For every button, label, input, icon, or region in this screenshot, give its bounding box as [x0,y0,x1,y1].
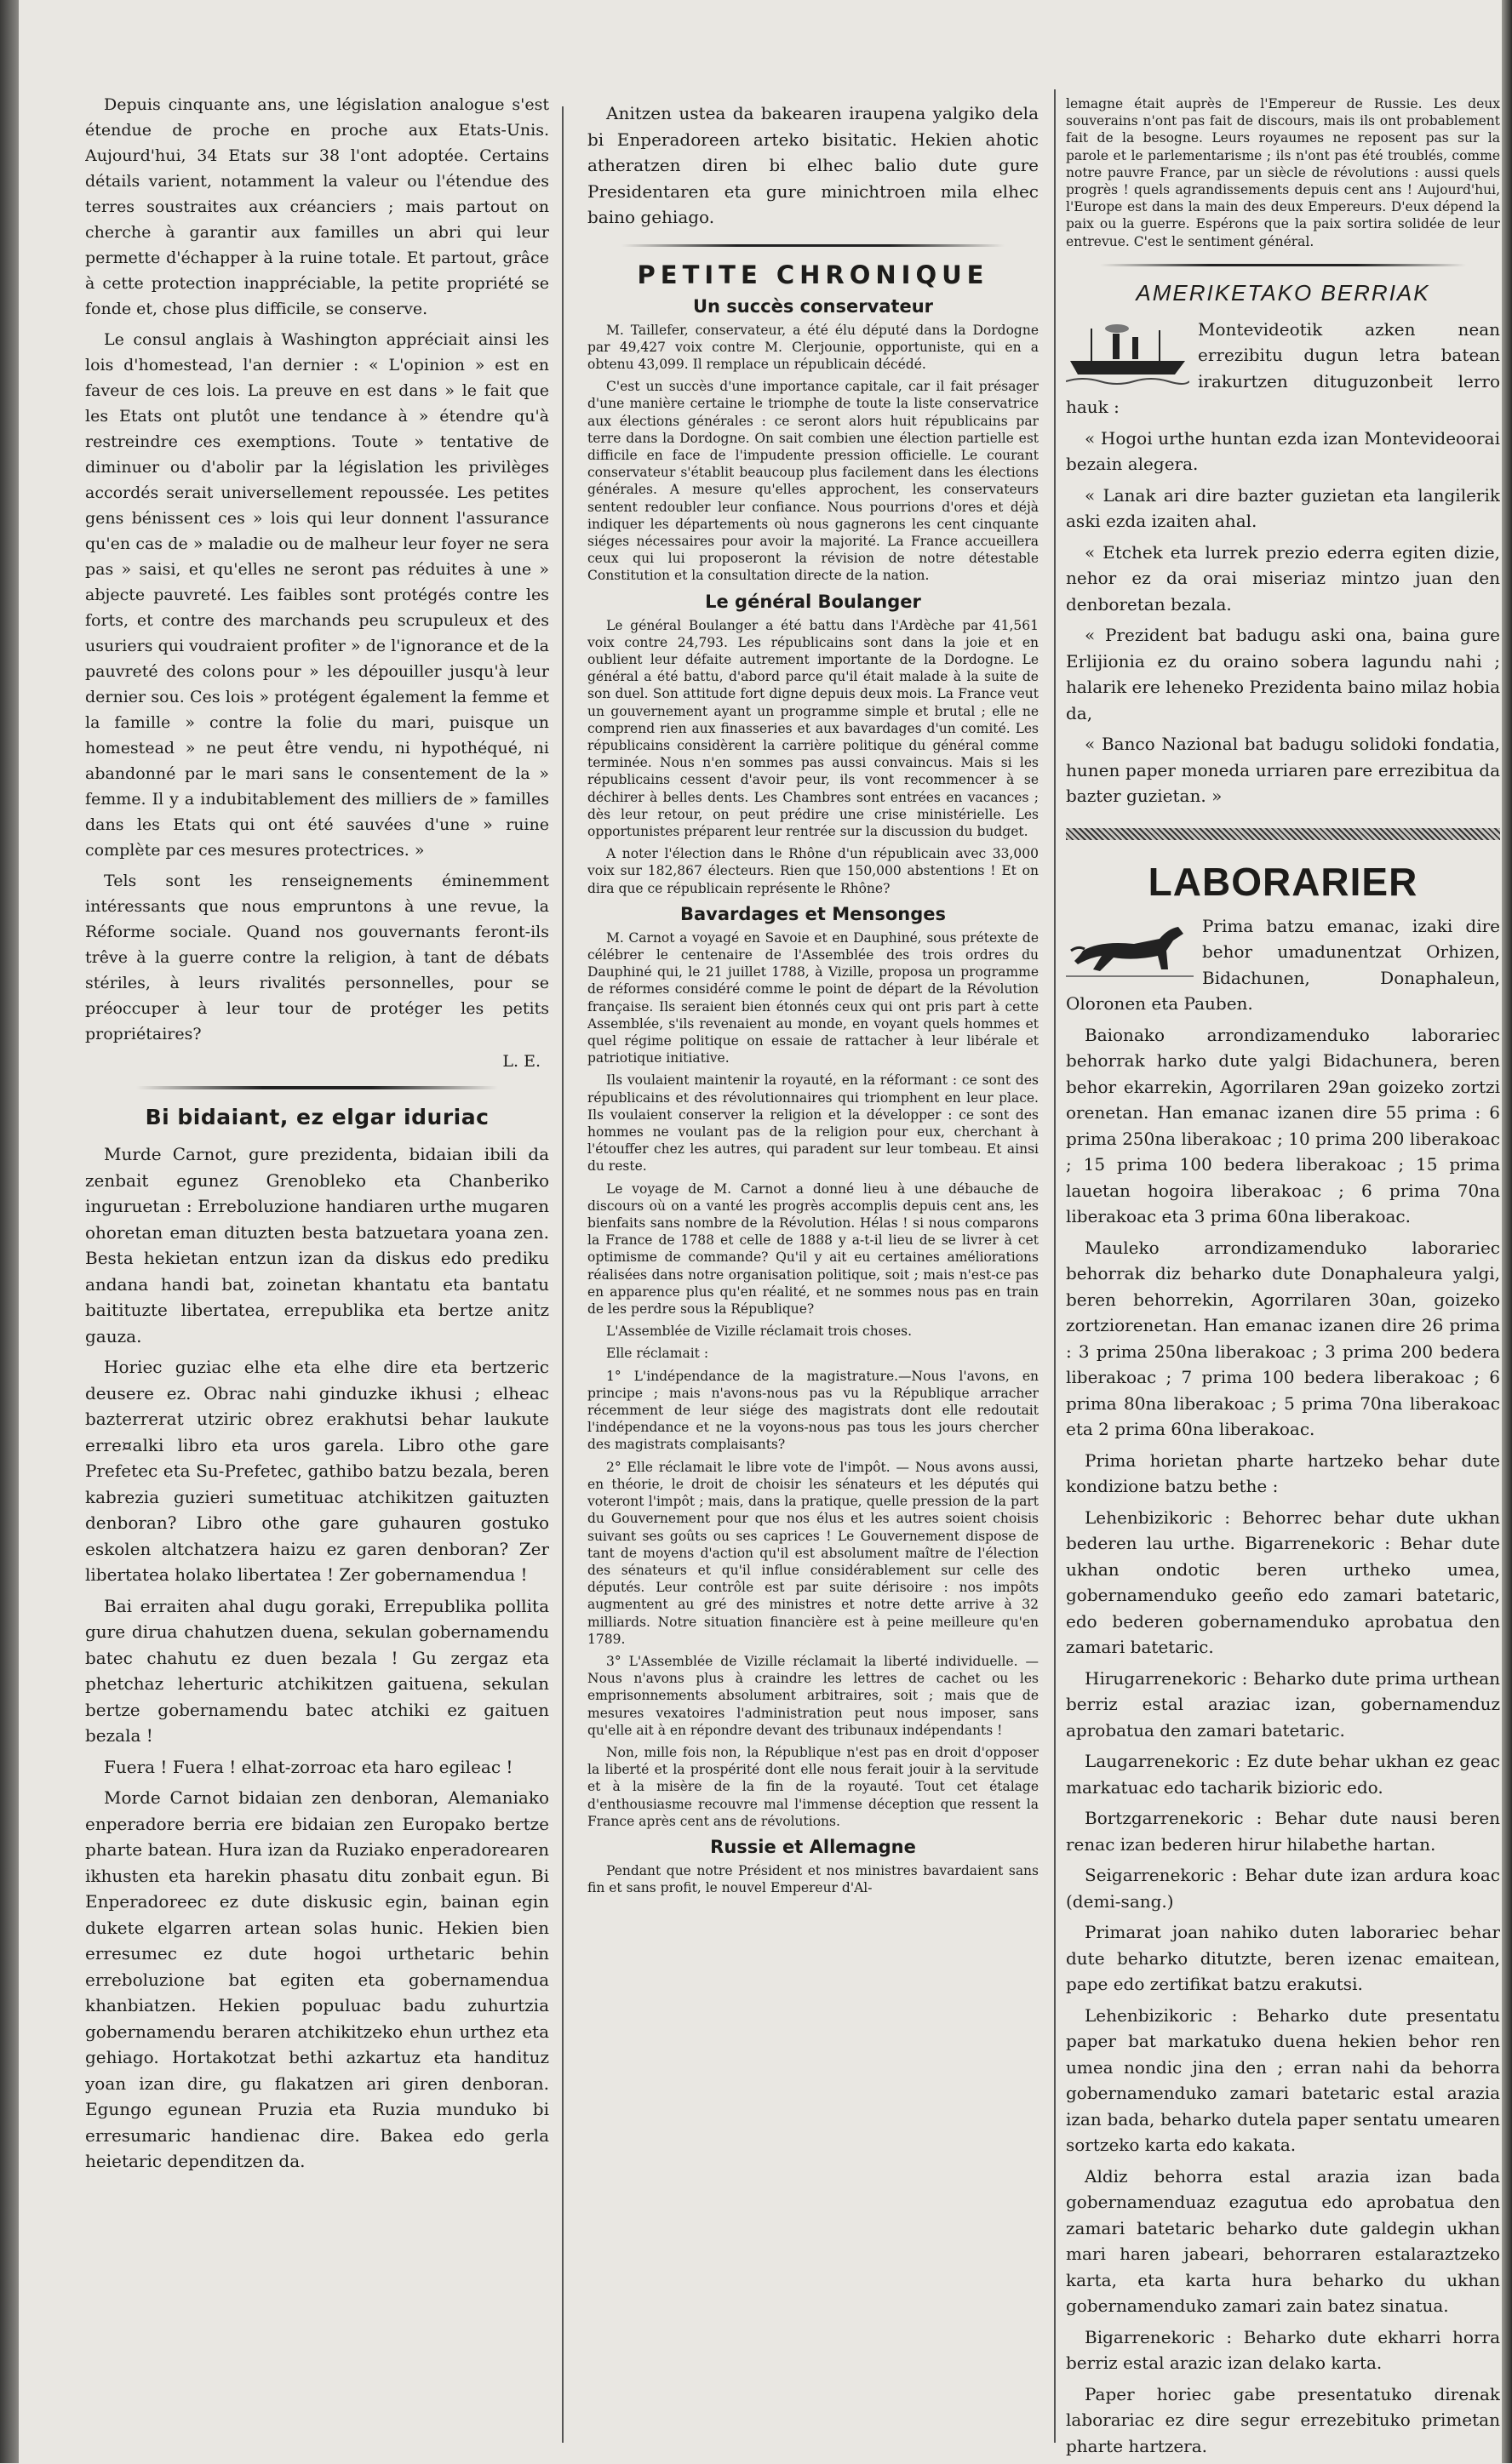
section-divider [1100,264,1466,266]
article-heading: Le général Boulanger [705,591,921,612]
paragraph: Hirugarrenekoric : Beharko dute prima urthean berriz estal araziac izan, gobernamenduz aprobatua den zamari batetaric. [1066,1667,1500,1741]
paragraph: « Lanak ari dire bazter guzietan eta langilerik aski ezda izaiten ahal. [1066,484,1500,532]
section-divider [621,244,1005,247]
paragraph: Aldiz behorra estal arazia izan bada gobernamenduaz ezagutua edo aprobatua den zamari batetaric beharko dute galdegin ukhan mari haren jabeari, behorraren estalaraztzeko karta, eta karta hura beharko du ukhan gobernamenduko zamari zain batez sinatua. [1066,2165,1500,2317]
paragraph: Prima batzu emanac, izaki dire behor umadunentzat Orhizen, Bidachunen, Donaphaleun, Oloronen eta Pauben. [1066,915,1500,1015]
paragraph: Elle réclamait : [606,1346,709,1362]
article-title: Bi bidaiant, ez elgar iduriac [145,1105,490,1129]
paragraph: « Etchek eta lurrek prezio ederra egiten dizie, nehor ez da orai miseriaz mintzo juan den denboretan bezala. [1066,541,1500,615]
paragraph: M. Taillefer, conservateur, a été élu député dans la Dordogne par 49,427 voix contre M. Clerjounie, opportuniste, qui en a obtenu 43,099. Il remplace un républicain décédé. [587,322,1039,372]
signature: L. E. [502,1052,541,1071]
section-title: AMERIKETAKO BERRIAK [1136,279,1430,306]
paragraph: Tels sont les renseignements éminemment intéressants que nous empruntons à une revue, la Réforme sociale. Quand nos gouvernants feront-ils trêve à la guerre contre la religion, à tant de débats stériles, à leurs rivalités personnelles, pour se préoccuper à leur tour de protéger les petits propriétaires? [85,872,549,1043]
paragraph: « Hogoi urthe huntan ezda izan Montevideoorai bezain alegera. [1066,427,1500,475]
column-middle [587,100,1039,1901]
paragraph: Bortzgarrenekoric : Behar dute nausi beren renac izan bederen hirur hilabethe hartan. [1066,1808,1500,1855]
paragraph: « Banco Nazional bat badugu solidoki fondatia, hunen paper moneda urriaren pare errezibitua da bazter guzietan. » [1066,734,1500,807]
paragraph: Horiec guziac elhe eta elhe dire eta bertzeric deusere ez. Obrac nahi ginduzke ikhusi ; elheac bazterrerat utziric obrez erakhutsi behar laukute erre¤alki libro eta uros garela. Libro othe gare Prefetec eta Su-Prefetec, gathibo batzu bezala, beren kabrezia guzieri sumetituac atchikitzen gaituzten denboran? Libro othe gare guhauren gostuko eskolen altchatzera haizu ez garen denboran? Zer libertatea holako libertatea ! Zer gobernamendua ! [85,1357,549,1585]
section-divider [136,1086,498,1089]
paragraph: Paper horiec gabe presentatuko direnak laborariac ez dire segur errezebituko primetan pharte hartzera. [1066,2383,1500,2456]
paragraph: Murde Carnot, gure prezidenta, bidaian ibili da zenbait egunez Grenobleko eta Chanberiko inguruetan : Erreboluzione handiaren urthe mugaren ohoretan eman dituzten besta batzuetara yoana zen. Besta hekietan entzun izan da diskus edo prediku andana handi bat, zoinetan khantatu eta bantatu baitituzte libertatea, errepublika eta bertze anitz gauza. [85,1144,549,1346]
paragraph: Depuis cinquante ans, une législation analogue s'est étendue de proche en proche aux Etats-Unis. Aujourd'hui, 34 Etats sur 38 l'ont adoptée. Certains détails varient, notamment la valeur ou l'étendue des terres soustraites aux créanciers ; mais partout on cherche à garantir aux familles un abri qui leur permette d'échapper à la ruine totale. Et partout, grâce à cette protection inappréciable, la petite propriété se fonde et, chose plus difficile, se conserve. [85,95,549,318]
section-divider [1066,828,1500,840]
steamship-icon [1066,322,1189,390]
article-heading: Bavardages et Mensonges [679,903,947,924]
paragraph: Baionako arrondizamenduko laborariec behorrak harko dute yalgi Bidachunera, beren behor ekarrekin, Agorrilaren 29an goizeko zortzi orenetan. Han emanac izanen dire 55 prima : 6 prima 250na liberakoac ; 10 prima 200 liberakoac ; 15 prima 100 bedera liberakoac ; 15 prima lauetan hogoira liberakoac ; 6 prima 70na liberakoac eta 3 prima 60na liberakoac. [1066,1024,1500,1227]
paragraph: Laugarrenekoric : Ez dute behar ukhan ez geac markatuac edo tacharik bizioric edo. [1066,1751,1500,1798]
paragraph: Anitzen ustea da bakearen iraupena yalgiko dela bi Enperadoreen arteko bisitatic. Hekien ahotic atheratzen diren bi elhec balio dute gure Presidentaren eta gure minichtroen mila elhec baino gehiago. [587,103,1039,227]
paragraph: Le consul anglais à Washington appréciait ainsi les lois d'homestead, l'an dernier : « L'opinion » est en faveur de ces lois. La preuve en est dans » le fait que les Etats ont plutôt une tendance à » étendre qu'à restreindre ces exemptions. Toute » tentative de diminuer ou d'abolir par la législation les privilèges accordés serait universellement repoussée. Les petites gens bénissent ces » lois qui leur donnent l'assurance qu'en cas de » maladie ou de malheur leur foyer ne sera pas » saisi, et qu'elles ne seront pas réduites à une » abjecte pauvreté. Les faibles sont protégés contre les forts, et contre des marchands peu scrupuleux et des usuriers qui voudraient profiter » de l'ignorance et de la pauvreté des colons pour » les dépouiller jusqu'à leur dernier sou. Ces lois » protégent également la femme et la famille » contre la folie du mari, puisque un homestead » ne peut être vendu, ni hypothéqué, ni abandonné par le mari sans le consentement de la » femme. Il y a indubitablement des milliers de » familles dans les Etats qui ont été sauvées d'une » ruine complète par ces mesures protectrices. » [85,330,549,860]
paragraph: Lehenbizikoric : Behorrec behar dute ukhan bederen lau urthe. Bigarrenekoric : Behar dute ukhan ondotic beren urtheko umea, gobernamenduko geeño edo zamari batetaric, edo bederen gobernamenduko aprobatua den zamari batetaric. [1066,1506,1500,1658]
paragraph: C'est un succès d'une importance capitale, car il fait présager d'une manière certaine le triomphe de toute la liste conservatrice aux élections générales : ce seront alors huit républicains par terre dans la Dordogne. On sait combien une élection partielle est difficile en face de l'impudente pression officielle. Le courant conservateur s'établit beaucoup plus facilement dans les élections générales. A mesure qu'elles approchent, les conservateurs sentent redoubler leur confiance. Nous pourrions d'ores et déjà indiquer les départements où nous gagnerons les cent cinquante siéges nécessaires pour avoir la majorité. La France accueillera ceux qui lui proposeront la révision de notre détestable Constitution et la consultation directe de la nation. [587,379,1039,584]
paragraph: A noter l'élection dans le Rhône d'un républicain avec 33,000 voix sur 182,867 électeurs. Rien que 150,000 abstentions ! Et on dira que ce républicain représente le Rhône? [587,846,1039,896]
paragraph: M. Carnot a voyagé en Savoie et en Dauphiné, sous prétexte de célébrer le centenaire de l'Assemblée des trois ordres du Dauphiné qui, le 21 juillet 1788, à Vizille, proposa un programme de réformes considéré comme le point de départ de la Révolution française. Ils seraient bien étonnés ceux qui ont pris part à cette Assemblée, s'ils revenaient au monde, en voyant quels hommes et quel régime politique on essaie de rattacher à leur libérale et patriotique initiative. [587,929,1039,1066]
paragraph: Primarat joan nahiko duten laborariec behar dute beharko ditutzte, beren izenac emaitean, pape edo zertifikat batzu erakutsi. [1066,1922,1500,1995]
article-heading: Russie et Allemagne [710,1836,916,1857]
column-rule-1 [562,106,564,2443]
paragraph: Prima horietan pharte hartzeko behar dute kondizione batzu bethe : [1066,1449,1500,1497]
paragraph: Morde Carnot bidaian zen denboran, Alemaniako enperadore berria ere bidaian zen Europako bertze pharte batean. Hura izan da Ruziako enperadorearen ikhusten eta harekin phasatu ditu zonbait egun. Bi Enperadoreec ez dute diskusic egin, bainan egin dukete elgarren artean solas hunic. Hekien bien erresumec ez dute hogoi urthetaric behin erreboluzione bat egiten eta gobernamendua khanbiatzen. Hekien populuac badu zuhurtzia gobernamendu beraren atchikitzeko ehun urthez eta gehiago. Hortakotzat bethi azkartuz eta handituz yoan izan dire, gu flakatzen ari giren denboran. Egungo egunean Pruzia eta Ruzia munduko bi erresumaric handienac dire. Bakea edo gerla heietaric dependitzen da. [85,1787,549,2171]
paragraph: Le général Boulanger a été battu dans l'Ardèche par 41,561 voix contre 24,793. Les républicains sont dans la joie et en oublient leur défaite autrement importante de la Dordogne. Le général a été battu, d'abord parce qu'il était malade à la suite de son duel. Son attitude fort digne depuis deux mois. La France veut un gouvernement ayant un programme simple et brutal ; elle ne comprend rien aux finasseries et aux bavardages d'un comité. Les républicains considèrent la carrière politique du général comme terminée. Nous n'en sommes pas aussi convaincus. Mais si les républicains cessent d'avoir peur, ils vont recommencer à se déchirer à belles dents. Les Chambres sont entrées en vacances ; dès leur retour, on peut prédire une crise ministérielle. Les opportunistes préparent leur rentrée sur la discussion du budget. [587,617,1039,839]
paragraph: « Prezident bat badugu aski ona, baina gure Erlijionia ez du oraino sobera lagundu nahi ; halarik ere leheneko Prezidenta baino milaz hobia da, [1066,625,1500,723]
paragraph: Le voyage de M. Carnot a donné lieu à une débauche de discours où on a vanté les progrès accomplis depuis cent ans, les bienfaits sans nombre de la Révolution. Hélas ! si nous comparons la France de 1788 et celle de 1888 y a-t-il lieu de se livrer à cet optimisme de commande? Qu'il y ait eu certaines améliorations réalisées dans notre organisation politique, soit ; mais n'est-ce pas en apparence plus qu'en réalité, et ne sommes nous pas en train de les perdre sous la République? [587,1181,1039,1318]
paragraph: Montevideotik azken nean errezibitu dugun letra batean irakurtzen dituguzonbeit lerro hauk : [1066,318,1500,418]
section-title: PETITE CHRONIQUE [637,260,989,289]
paragraph: Seigarrenekoric : Behar dute izan ardura koac (demi-sang.) [1066,1865,1500,1912]
column-right [1066,95,1500,2464]
paragraph: Bai erraiten ahal dugu goraki, Errepublika pollita gure dirua chahutzen duena, sekulan gobernamendu batec chahutu ez duen bezala ! Gu zergaz eta phetchaz leherturic atchikitzen gaituena, sekulan bertze gobernamendu batec atchiki ez gaituen bezala ! [85,1595,549,1746]
paragraph: Ils voulaient maintenir la royauté, en la réformant : ce sont des républicains et des révolutionnaires qui triomphent en leur place. Ils voulaient conserver la religion et la développer : ce sont des hommes ne voulant pas de la religion pour eux, cherchant à l'étouffer chez les autres, qui paradent sur leur tombeau. Et ainsi du reste. [587,1072,1039,1175]
paragraph: L'Assemblée de Vizille réclamait trois choses. [606,1323,913,1340]
paragraph: Fuera ! Fuera ! elhat-zorroac eta haro egileac ! [104,1756,513,1777]
paragraph: 1° L'indépendance de la magistrature.—Nous l'avons, en principe ; mais n'avons-nous pas vu la République arracher récemment de leur siége des magistrats dont elle redoutait l'indépendance et ne la voyons-nous pas tous les jours chercher des magistrats complaisants? [587,1368,1039,1453]
paragraph: 3° L'Assemblée de Vizille réclamait la liberté individuelle. — Nous n'avons plus à craindre les lettres de cachet ou les emprisonnements absolument arbitraires, soit ; mais que de mesures vexatoires l'administration peut nous imposer, sans qu'elle ait à en répondre devant des tribunaux indépendants ! [587,1653,1039,1738]
paragraph: Mauleko arrondizamenduko laborariec behorrak diz beharko dute Donaphaleura yalgi, beren behorrekin, Agorrilaren 30an, goizeko zortziorenetan. Han emanac izanen dire 26 prima : 3 prima 250na liberakoac ; 3 prima 200 bedera liberakoac ; 7 prima 100 bedera liberakoac ; 6 prima 80na liberakoac ; 5 prima 70na liberakoac eta 2 prima 60na liberakoac. [1066,1237,1500,1440]
article-heading: Un succès conservateur [692,295,934,317]
paragraph: 2° Elle réclamait le libre vote de l'impôt. — Nous avons aussi, en théorie, le droit de choisir les sénateurs et les députés qui voteront l'impôt ; mais, dans la pratique, quelle pression de la part du Gouvernement pour que nos élus et les autres soient choisis suivant ses goûts ou ses caprices ! Le Gouvernement dispose de tant de moyens d'action qu'il est absolument maître de l'élection des sénateurs et qu'il influe considérablement sur celle des députés. Leur contrôle est par suite dérisoire : nos impôts augmentent au gré des ministres et notre dette arrive à 32 milliards. Notre situation financière est à peine meilleure qu'en 1789. [587,1459,1039,1647]
section-title: LABORARIER [1148,859,1418,904]
horse-icon [1066,917,1194,985]
column-left [85,92,549,2180]
paragraph: Non, mille fois non, la République n'est pas en droit d'opposer la liberté et la prospérité dont elle nous ferait jouir à la servitude et à la misère de la fin de la royauté. Tout cet étalage d'enthousiasme recouvre mal l'immense déception que ressent la France après cent ans de révolutions. [587,1744,1039,1829]
paragraph: lemagne était auprès de l'Empereur de Russie. Les deux souverains n'ont pas fait de discours, mais ils ont probablement fait de la besogne. Leurs royaumes ne reposent pas sur la parole et le parlementarisme ; ils n'ont pas été troublés, comme notre pauvre France, par un siècle de révolutions : aussi quels progrès ! quels agrandissements depuis cent ans ! Aujourd'hui, l'Europe est dans la main des deux Empereurs. D'eux dépend la paix ou la guerre. Espérons que la paix sortira solidée de leur entrevue. C'est le sentiment général. [1066,96,1500,249]
scan-edge-right [1502,0,1512,2463]
paragraph: Lehenbizikoric : Beharko dute presentatu paper bat markatuko duena hekien behor ren umea nondic jina den ; erran nahi da behorra gobernamenduko zamari batetaric estal arazia izan bada, beharko dutela paper sentatu umearen sortzeko karta edo kakata. [1066,2004,1500,2156]
paragraph: Pendant que notre Président et nos ministres bavardaient sans fin et sans profit, le nouvel Empereur d'Al- [587,1862,1039,1896]
paragraph: Bigarrenekoric : Beharko dute ekharri horra berriz estal arazic izan delako karta. [1066,2326,1500,2374]
column-rule-2 [1054,89,1056,2443]
scan-edge-left [0,0,19,2463]
